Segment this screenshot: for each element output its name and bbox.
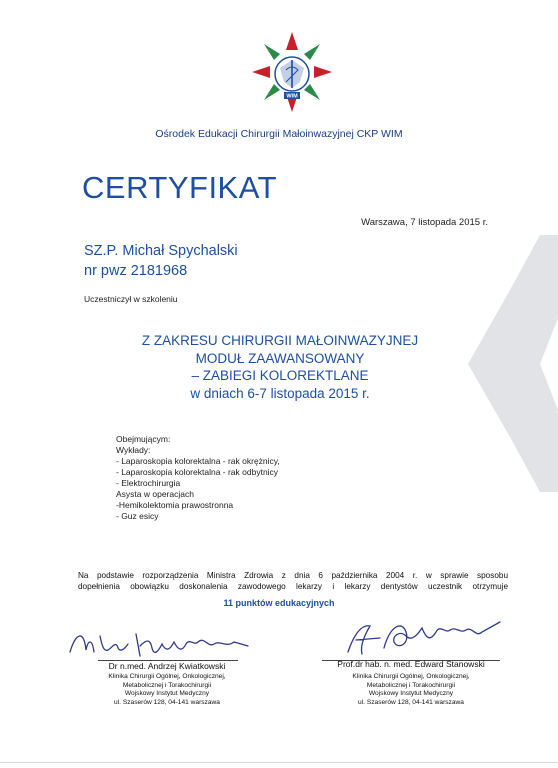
left-signatory-clinic — [56, 673, 278, 708]
content-line: -Hemikolektomia prawostronna — [116, 500, 234, 510]
course-content-list — [116, 434, 280, 522]
wim-eagle-cross-logo-icon — [250, 30, 334, 114]
participation-text: Uczestniczył w szkoleniu — [84, 294, 178, 304]
bottom-divider — [0, 762, 558, 763]
organization-name: Ośrodek Edukacji Chirurgii Małoinwazyjnej CKP WIM — [155, 128, 403, 140]
course-line: Z ZAKRESU CHIRURGII MAŁOINWAZYJNEJ — [141, 333, 419, 348]
clinic-line: Metabolicznej i Torakochirurgii — [366, 681, 456, 689]
clinic-line: Klinika Chirurgii Ogólnej, Onkologicznej, — [108, 673, 226, 680]
content-line: - Guz esicy — [116, 511, 159, 521]
clinic-line: Klinika Chirurgii Ogólnej, Onkologicznej, — [352, 673, 470, 680]
right-signatory-name: Prof.dr hab. n. med. Edward Stanowski — [337, 659, 485, 669]
content-line: Wykłady: — [116, 445, 151, 455]
content-line: Asysta w operacjach — [116, 489, 194, 499]
recipient-name: SZ.P. Michał Spychalski — [84, 243, 238, 259]
course-title — [60, 332, 500, 402]
clinic-line: Wojskowy Instytut Medyczny — [124, 690, 210, 698]
logo-text: WIM — [286, 93, 298, 100]
license-number: nr pwz 2181968 — [84, 263, 188, 279]
clinic-line: Wojskowy Instytut Medyczny — [368, 690, 454, 698]
left-signatory — [56, 661, 278, 671]
right-signatory — [300, 659, 522, 669]
right-signatory-clinic — [300, 673, 522, 708]
content-line: Obejmującym: — [116, 434, 171, 444]
left-handwritten-signature — [66, 622, 256, 664]
content-line: - Elektrochirurgia — [116, 478, 181, 488]
content-line: - Laparoskopia kolorektalna - rak odbytnicy — [116, 467, 279, 477]
course-dates: w dniach 6-7 listopada 2015 r. — [190, 385, 370, 401]
legal-basis — [78, 570, 508, 592]
legal-basis-line: dopełnienia obowiązku doskonalenia zawodowego lekarzy i lekarzy dentystów uczestnik otrzymuje — [78, 582, 508, 591]
course-line: MODUŁ ZAAWANSOWANY — [195, 350, 365, 366]
clinic-line: ul. Szaserów 128, 04-141 warszawa — [114, 699, 220, 707]
right-handwritten-signature — [340, 612, 510, 662]
course-line: – ZABIEGI KOLOREKTLANE — [191, 368, 369, 383]
certificate-title: CERTYFIKAT — [82, 170, 278, 205]
left-signatory-name: Dr n.med. Andrzej Kwiatkowski — [108, 661, 226, 671]
education-points: 11 punktów edukacyjnych — [223, 598, 335, 608]
legal-basis-line: Na podstawie rozporządzenia Ministra Zdrowia z dnia 6 października 2004 r. w sprawie sposobu — [78, 571, 508, 580]
content-line: - Laparoskopia kolorektalna - rak okrężnicy, — [116, 456, 280, 466]
clinic-line: ul. Szaserów 128, 04-141 warszawa — [358, 699, 464, 707]
clinic-line: Metabolicznej i Torakochirurgii — [122, 681, 212, 689]
place-date: Warszawa, 7 listopada 2015 r. — [361, 217, 488, 228]
recipient-block — [84, 241, 238, 281]
